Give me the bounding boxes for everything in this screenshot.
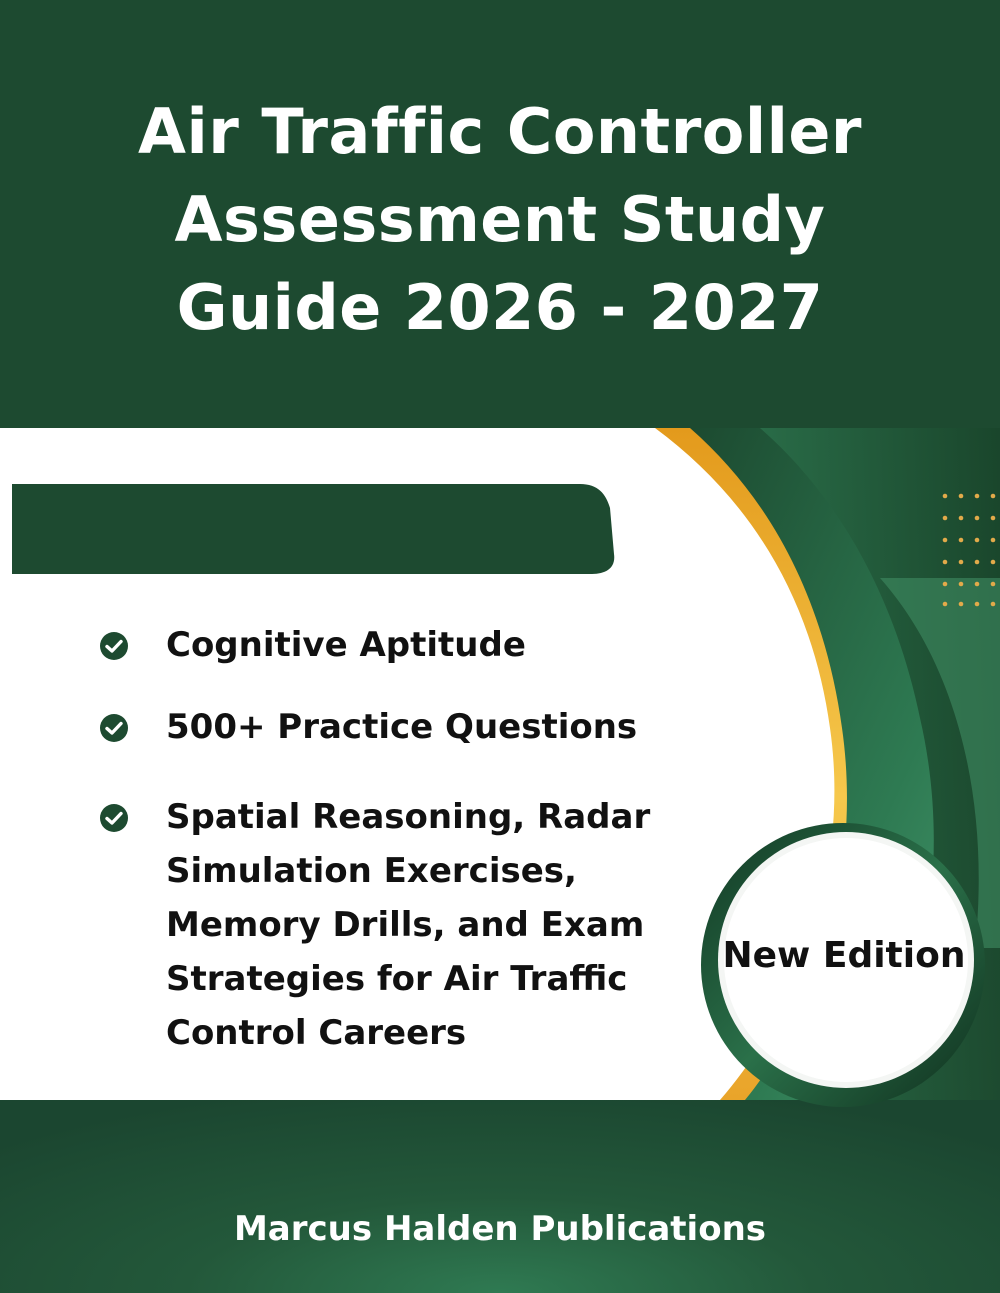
title-line-2: Assessment Study bbox=[174, 183, 826, 256]
feature-item bbox=[98, 700, 698, 754]
title-panel bbox=[0, 0, 1000, 430]
badge-label: New Edition bbox=[722, 935, 966, 976]
check-circle-icon bbox=[98, 712, 130, 744]
publisher-name: Marcus Halden Publications bbox=[233, 1209, 767, 1249]
check-circle-icon bbox=[98, 802, 130, 834]
title-line-1: Air Traffic Controller bbox=[138, 95, 862, 168]
feature-text: Cognitive Aptitude bbox=[166, 625, 526, 665]
book-title bbox=[0, 88, 1000, 352]
publisher-panel bbox=[0, 1100, 1000, 1293]
feature-list bbox=[98, 618, 698, 1060]
feature-item bbox=[98, 790, 698, 1060]
feature-text: Spatial Reasoning, Radar Simulation Exercises, Memory Drills, and Exam Strategies for Air Traffic Control Careers bbox=[166, 797, 651, 1053]
check-circle-icon bbox=[98, 630, 130, 662]
feature-item bbox=[98, 618, 698, 672]
title-line-3: Guide 2026 - 2027 bbox=[176, 271, 824, 344]
feature-text: 500+ Practice Questions bbox=[166, 707, 638, 747]
